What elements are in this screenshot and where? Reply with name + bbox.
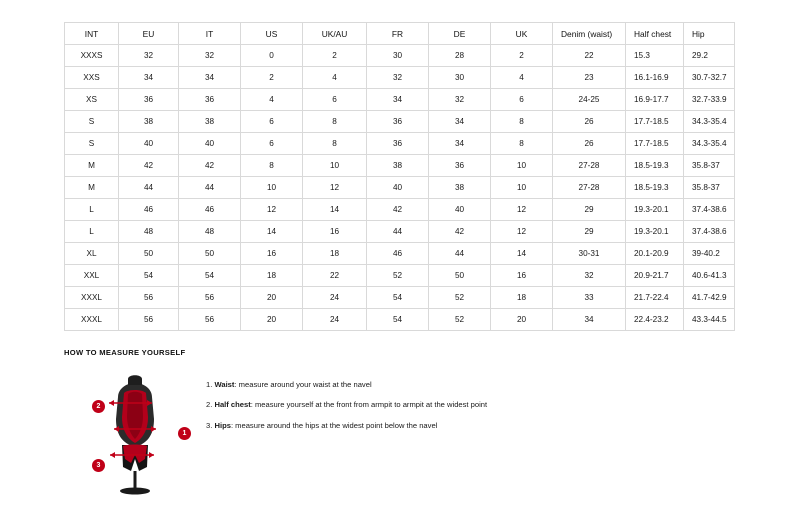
table-row xyxy=(65,243,735,265)
cell-fr: 34 xyxy=(367,89,429,111)
measure-note-waist xyxy=(206,381,487,389)
cell-int: XXL xyxy=(65,265,119,287)
column-header-it: IT xyxy=(179,23,241,45)
measure-note-hips-number: 3. xyxy=(206,420,213,430)
table-row xyxy=(65,67,735,89)
cell-eu: 40 xyxy=(119,133,179,155)
column-header-fr: FR xyxy=(367,23,429,45)
how-to-measure-body xyxy=(64,367,734,497)
cell-us: 4 xyxy=(241,89,303,111)
cell-eu: 56 xyxy=(119,309,179,331)
cell-uk: 6 xyxy=(491,89,553,111)
cell-half-chest: 16.9-17.7 xyxy=(626,89,684,111)
table-row xyxy=(65,287,735,309)
cell-it: 56 xyxy=(179,287,241,309)
cell-uk: 4 xyxy=(491,67,553,89)
cell-de: 44 xyxy=(429,243,491,265)
cell-us: 20 xyxy=(241,287,303,309)
cell-hip: 35.8-37 xyxy=(684,155,735,177)
cell-de: 52 xyxy=(429,287,491,309)
cell-hip: 37.4-38.6 xyxy=(684,221,735,243)
cell-it: 44 xyxy=(179,177,241,199)
cell-denim-waist: 29 xyxy=(553,221,626,243)
cell-eu: 34 xyxy=(119,67,179,89)
cell-int: XS xyxy=(65,89,119,111)
cell-denim-waist: 22 xyxy=(553,45,626,67)
cell-it: 42 xyxy=(179,155,241,177)
cell-ukau: 16 xyxy=(303,221,367,243)
cell-fr: 30 xyxy=(367,45,429,67)
table-row xyxy=(65,133,735,155)
size-table xyxy=(64,22,735,331)
cell-it: 32 xyxy=(179,45,241,67)
cell-de: 34 xyxy=(429,111,491,133)
column-header-denim-waist: Denim (waist) xyxy=(553,23,626,45)
cell-half-chest: 20.9-21.7 xyxy=(626,265,684,287)
cell-ukau: 18 xyxy=(303,243,367,265)
cell-ukau: 2 xyxy=(303,45,367,67)
measure-note-hips-term: Hips xyxy=(214,420,231,430)
cell-eu: 56 xyxy=(119,287,179,309)
cell-us: 16 xyxy=(241,243,303,265)
cell-it: 46 xyxy=(179,199,241,221)
cell-us: 0 xyxy=(241,45,303,67)
cell-de: 52 xyxy=(429,309,491,331)
cell-hip: 35.8-37 xyxy=(684,177,735,199)
column-header-ukau: UK/AU xyxy=(303,23,367,45)
cell-denim-waist: 26 xyxy=(553,133,626,155)
cell-denim-waist: 27-28 xyxy=(553,155,626,177)
cell-fr: 52 xyxy=(367,265,429,287)
cell-hip: 34.3-35.4 xyxy=(684,133,735,155)
cell-fr: 38 xyxy=(367,155,429,177)
cell-int: XXXL xyxy=(65,309,119,331)
mannequin-figure-container xyxy=(64,367,194,497)
table-header-row xyxy=(65,23,735,45)
cell-fr: 44 xyxy=(367,221,429,243)
cell-hip: 30.7-32.7 xyxy=(684,67,735,89)
cell-us: 6 xyxy=(241,111,303,133)
column-header-us: US xyxy=(241,23,303,45)
cell-ukau: 4 xyxy=(303,67,367,89)
cell-fr: 36 xyxy=(367,133,429,155)
cell-de: 50 xyxy=(429,265,491,287)
column-header-eu: EU xyxy=(119,23,179,45)
cell-us: 12 xyxy=(241,199,303,221)
cell-uk: 20 xyxy=(491,309,553,331)
cell-de: 28 xyxy=(429,45,491,67)
table-row xyxy=(65,309,735,331)
measure-note-waist-number: 1. xyxy=(206,380,213,389)
cell-denim-waist: 24-25 xyxy=(553,89,626,111)
table-row xyxy=(65,177,735,199)
cell-eu: 50 xyxy=(119,243,179,265)
cell-eu: 46 xyxy=(119,199,179,221)
cell-ukau: 24 xyxy=(303,287,367,309)
cell-ukau: 22 xyxy=(303,265,367,287)
cell-fr: 32 xyxy=(367,67,429,89)
cell-us: 14 xyxy=(241,221,303,243)
cell-us: 18 xyxy=(241,265,303,287)
cell-half-chest: 17.7-18.5 xyxy=(626,111,684,133)
cell-hip: 39-40.2 xyxy=(684,243,735,265)
cell-half-chest: 15.3 xyxy=(626,45,684,67)
cell-denim-waist: 26 xyxy=(553,111,626,133)
cell-ukau: 8 xyxy=(303,111,367,133)
cell-uk: 10 xyxy=(491,155,553,177)
cell-it: 48 xyxy=(179,221,241,243)
table-row xyxy=(65,221,735,243)
cell-half-chest: 18.5-19.3 xyxy=(626,177,684,199)
cell-it: 36 xyxy=(179,89,241,111)
cell-uk: 18 xyxy=(491,287,553,309)
mannequin-figure xyxy=(92,367,187,495)
table-row xyxy=(65,155,735,177)
cell-half-chest: 22.4-23.2 xyxy=(626,309,684,331)
cell-half-chest: 20.1-20.9 xyxy=(626,243,684,265)
cell-hip: 40.6-41.3 xyxy=(684,265,735,287)
cell-ukau: 14 xyxy=(303,199,367,221)
cell-uk: 2 xyxy=(491,45,553,67)
measure-note-waist-term: Waist xyxy=(214,380,235,389)
column-header-uk: UK xyxy=(491,23,553,45)
cell-us: 6 xyxy=(241,133,303,155)
cell-hip: 34.3-35.4 xyxy=(684,111,735,133)
cell-denim-waist: 27-28 xyxy=(553,177,626,199)
measure-note-hips-text: : measure around the hips at the widest point below the navel xyxy=(230,420,438,430)
cell-int: S xyxy=(65,111,119,133)
mannequin-icon xyxy=(92,367,178,495)
how-to-measure-section xyxy=(64,348,734,497)
measure-note-half-chest xyxy=(206,401,487,409)
cell-de: 34 xyxy=(429,133,491,155)
cell-it: 50 xyxy=(179,243,241,265)
cell-us: 8 xyxy=(241,155,303,177)
cell-us: 10 xyxy=(241,177,303,199)
cell-de: 36 xyxy=(429,155,491,177)
cell-int: S xyxy=(65,133,119,155)
cell-fr: 54 xyxy=(367,287,429,309)
cell-us: 20 xyxy=(241,309,303,331)
cell-hip: 41.7-42.9 xyxy=(684,287,735,309)
cell-ukau: 8 xyxy=(303,133,367,155)
cell-half-chest: 19.3-20.1 xyxy=(626,199,684,221)
cell-denim-waist: 29 xyxy=(553,199,626,221)
cell-eu: 54 xyxy=(119,265,179,287)
cell-int: XL xyxy=(65,243,119,265)
cell-us: 2 xyxy=(241,67,303,89)
cell-uk: 10 xyxy=(491,177,553,199)
marker-3-hips: 3 xyxy=(92,459,105,472)
cell-ukau: 24 xyxy=(303,309,367,331)
table-row xyxy=(65,111,735,133)
cell-hip: 29.2 xyxy=(684,45,735,67)
measure-notes xyxy=(194,367,487,442)
column-header-int: INT xyxy=(65,23,119,45)
cell-it: 38 xyxy=(179,111,241,133)
measure-note-half-chest-text: : measure yourself at the front from armpit to armpit at the widest point xyxy=(250,400,488,410)
cell-denim-waist: 30-31 xyxy=(553,243,626,265)
size-table-container xyxy=(64,22,734,331)
table-row xyxy=(65,265,735,287)
cell-uk: 8 xyxy=(491,133,553,155)
cell-int: XXXL xyxy=(65,287,119,309)
cell-eu: 36 xyxy=(119,89,179,111)
cell-int: M xyxy=(65,177,119,199)
cell-half-chest: 18.5-19.3 xyxy=(626,155,684,177)
cell-eu: 32 xyxy=(119,45,179,67)
cell-ukau: 12 xyxy=(303,177,367,199)
cell-fr: 42 xyxy=(367,199,429,221)
cell-it: 34 xyxy=(179,67,241,89)
cell-denim-waist: 32 xyxy=(553,265,626,287)
column-header-half-chest: Half chest xyxy=(626,23,684,45)
cell-int: M xyxy=(65,155,119,177)
measure-note-half-chest-term: Half chest xyxy=(214,400,251,410)
measure-note-waist-text: : measure around your waist at the navel xyxy=(234,380,372,389)
cell-half-chest: 16.1-16.9 xyxy=(626,67,684,89)
cell-denim-waist: 34 xyxy=(553,309,626,331)
cell-de: 30 xyxy=(429,67,491,89)
cell-de: 38 xyxy=(429,177,491,199)
marker-2-half-chest: 2 xyxy=(92,400,105,413)
cell-fr: 46 xyxy=(367,243,429,265)
cell-de: 32 xyxy=(429,89,491,111)
cell-int: L xyxy=(65,199,119,221)
how-to-measure-title: HOW TO MEASURE YOURSELF xyxy=(64,348,186,357)
cell-hip: 37.4-38.6 xyxy=(684,199,735,221)
cell-denim-waist: 33 xyxy=(553,287,626,309)
cell-int: XXS xyxy=(65,67,119,89)
cell-hip: 43.3-44.5 xyxy=(684,309,735,331)
cell-eu: 44 xyxy=(119,177,179,199)
cell-ukau: 6 xyxy=(303,89,367,111)
marker-1-waist: 1 xyxy=(178,427,191,440)
table-row xyxy=(65,199,735,221)
measure-note-hips xyxy=(206,422,487,430)
cell-uk: 16 xyxy=(491,265,553,287)
cell-half-chest: 19.3-20.1 xyxy=(626,221,684,243)
cell-fr: 36 xyxy=(367,111,429,133)
cell-denim-waist: 23 xyxy=(553,67,626,89)
cell-it: 54 xyxy=(179,265,241,287)
cell-fr: 54 xyxy=(367,309,429,331)
measure-note-half-chest-number: 2. xyxy=(206,400,213,410)
cell-uk: 12 xyxy=(491,199,553,221)
table-row xyxy=(65,89,735,111)
table-row xyxy=(65,45,735,67)
cell-int: XXXS xyxy=(65,45,119,67)
cell-uk: 8 xyxy=(491,111,553,133)
cell-half-chest: 17.7-18.5 xyxy=(626,133,684,155)
cell-de: 40 xyxy=(429,199,491,221)
cell-it: 40 xyxy=(179,133,241,155)
cell-it: 56 xyxy=(179,309,241,331)
cell-eu: 48 xyxy=(119,221,179,243)
column-header-hip: Hip xyxy=(684,23,735,45)
cell-eu: 38 xyxy=(119,111,179,133)
cell-uk: 14 xyxy=(491,243,553,265)
cell-hip: 32.7-33.9 xyxy=(684,89,735,111)
cell-de: 42 xyxy=(429,221,491,243)
cell-ukau: 10 xyxy=(303,155,367,177)
cell-uk: 12 xyxy=(491,221,553,243)
column-header-de: DE xyxy=(429,23,491,45)
cell-half-chest: 21.7-22.4 xyxy=(626,287,684,309)
cell-int: L xyxy=(65,221,119,243)
cell-fr: 40 xyxy=(367,177,429,199)
cell-eu: 42 xyxy=(119,155,179,177)
